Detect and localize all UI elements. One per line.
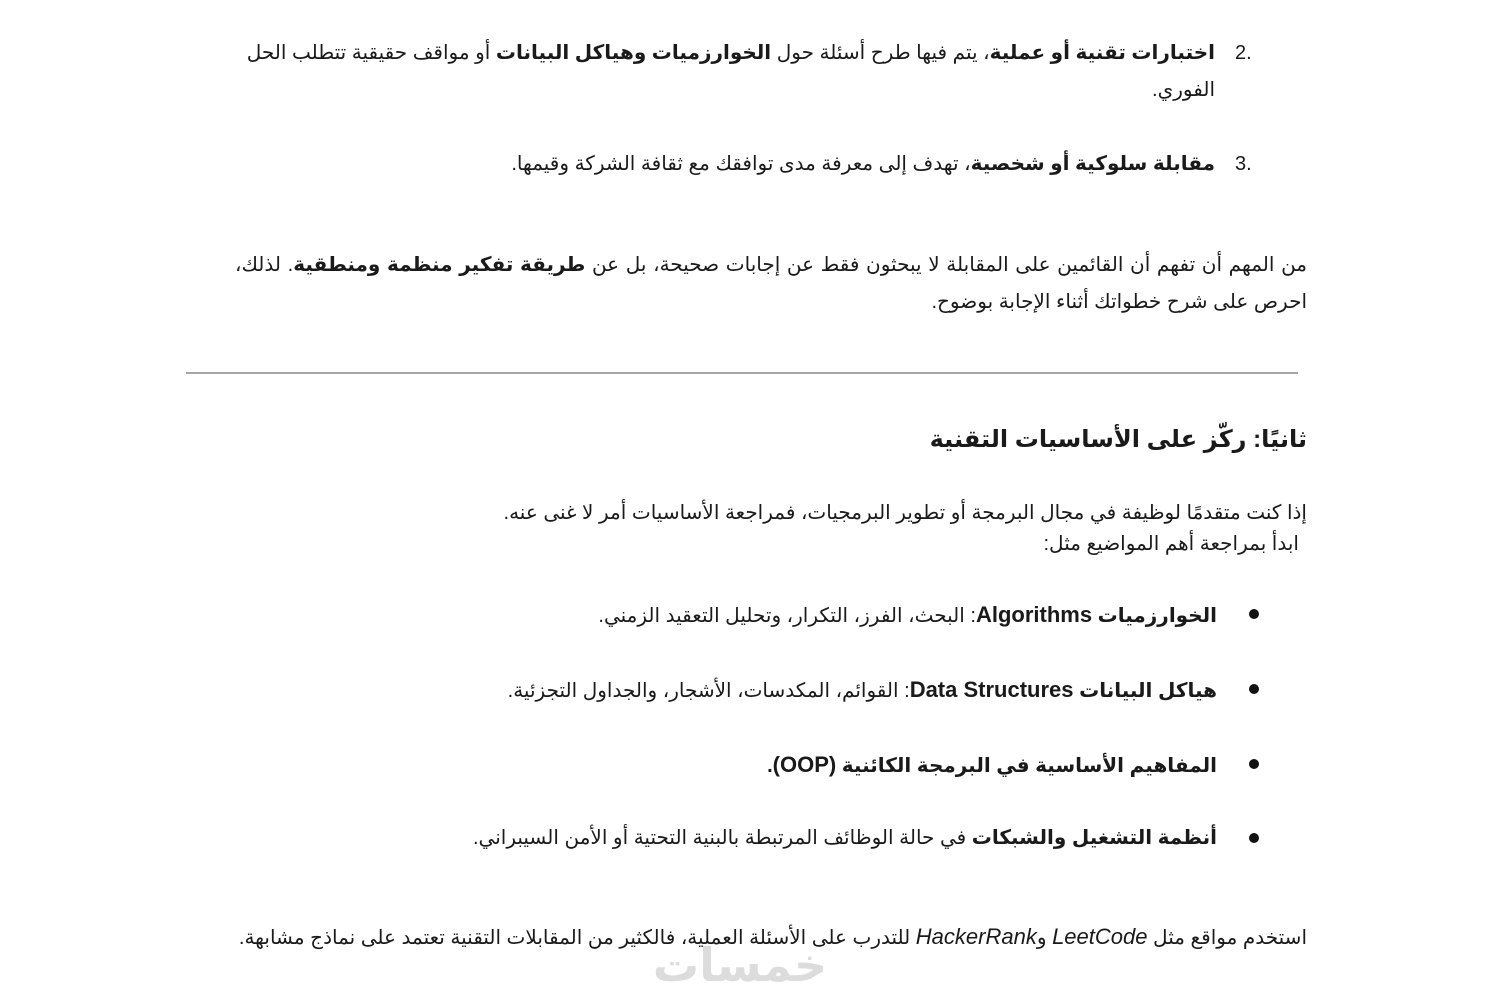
- bullet-icon: [1249, 684, 1259, 694]
- english-term: (OOP): [772, 752, 837, 777]
- list-item: [195, 146, 1252, 183]
- body-text: . لذلك، احرص على شرح خطواتك أثناء الإجابة بوضوح.: [235, 254, 1307, 313]
- list-number: 3.: [1235, 153, 1252, 175]
- site-name-leetcode: LeetCode: [1052, 924, 1148, 949]
- list-item: [217, 596, 1217, 635]
- emphasis-text: أنظمة التشغيل والشبكات: [971, 827, 1217, 849]
- bullet-icon: [1249, 759, 1259, 769]
- list-number: 2.: [1235, 42, 1252, 64]
- emphasis-text: اختبارات تقنية أو عملية: [989, 42, 1215, 64]
- list-item: [217, 671, 1217, 710]
- body-text: من المهم أن تفهم أن القائمين على المقابلة لا يبحثون فقط عن إجابات صحيحة، بل عن: [585, 254, 1308, 276]
- body-text: و: [1036, 927, 1053, 949]
- list-item: [217, 746, 1217, 785]
- body-text: : البحث، الفرز، التكرار، وتحليل التعقيد الزمني.: [598, 605, 976, 627]
- body-text: استخدم مواقع مثل: [1147, 927, 1307, 949]
- watermark-logo: خمسات: [652, 939, 828, 991]
- body-text: للتدرب على الأسئلة العملية، فالكثير من المقابلات التقنية تعتمد على نماذج مشابهة.: [238, 927, 916, 949]
- body-text: ، تهدف إلى معرفة مدى توافقك مع ثقافة الشركة وقيمها.: [511, 153, 971, 175]
- section-divider: [186, 372, 1298, 374]
- emphasis-text: هياكل البيانات: [1079, 680, 1217, 702]
- section-paragraph: [235, 495, 1307, 563]
- emphasis-text: الخوارزميات: [1097, 605, 1217, 627]
- emphasis-text: الخوارزميات وهياكل البيانات: [495, 42, 772, 64]
- intro-paragraph: [235, 247, 1307, 321]
- paragraph-line: إذا كنت متقدمًا لوظيفة في مجال البرمجة أو تطوير البرمجيات، فمراجعة الأساسيات أمر لا غنى عنه.: [503, 502, 1307, 524]
- paragraph-line: ابدأ بمراجعة أهم المواضيع مثل:: [1043, 533, 1299, 555]
- body-text: أو مواقف حقيقية تتطلب الحل الفوري.: [246, 42, 1215, 101]
- numbered-list: [195, 35, 1252, 183]
- site-name-hackerrank: HackerRank: [915, 924, 1037, 949]
- topics-bullet-list: [217, 596, 1217, 857]
- body-text: : القوائم، المكدسات، الأشجار، والجداول التجزئية.: [507, 680, 910, 702]
- bullet-icon: [1249, 609, 1259, 619]
- emphasis-text: طريقة تفكير منظمة ومنطقية: [293, 254, 586, 276]
- english-term: Data Structures: [909, 677, 1074, 702]
- body-text: .: [767, 755, 773, 777]
- emphasis-text: المفاهيم الأساسية في البرمجة الكائنية: [841, 755, 1217, 777]
- list-item: [195, 35, 1252, 109]
- bullet-icon: [1249, 833, 1259, 843]
- list-item: [217, 820, 1217, 857]
- emphasis-text: مقابلة سلوكية أو شخصية: [970, 153, 1215, 175]
- english-term: Algorithms: [975, 602, 1093, 627]
- body-text: في حالة الوظائف المرتبطة بالبنية التحتية أو الأمن السيبراني.: [472, 827, 972, 849]
- section-heading: ثانيًا: ركّز على الأساسيات التقنية: [929, 426, 1307, 453]
- body-text: ، يتم فيها طرح أسئلة حول: [771, 42, 990, 64]
